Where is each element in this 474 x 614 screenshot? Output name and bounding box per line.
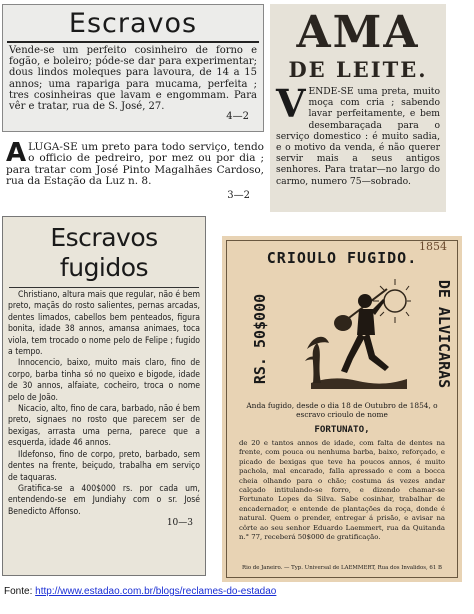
reward-label: DE ALVICARAS	[435, 279, 453, 389]
ad-escravos-fugidos	[2, 216, 206, 576]
ad-crioulo-subtitle: Anda fugido, desde o dia 18 de Outubro de 1854, o escravo crioulo de nome	[246, 401, 438, 420]
ad-aluga-dropcap: A	[6, 140, 27, 168]
divider	[7, 41, 259, 43]
source-link[interactable]: http://www.estadao.com.br/blogs/reclames-do-estadao	[35, 586, 277, 597]
ad-aluga-text: LUGA-SE um preto para todo serviço, tendo o officio de pedreiro, por mez ou por dia ; para tratar com José Pinto Magalhães Cardoso, rua da Estação da Luz n. 8.	[6, 141, 264, 188]
ad-ama-de-leite	[270, 4, 446, 212]
fugitive-illustration	[303, 271, 413, 393]
ad-escravos-text: Vende-se um perfeito cosinheiro de forno e fogão, e boleiro; póde-se dar para experimentar; dous lindos moleques para lavoura, de 14 a 15 annos; uma rapariga para mucama, perfeita ; tres cosinheiras que lavam e engommam. Para vêr e tratar, rua de S. José, 27.	[9, 45, 257, 113]
ad-crioulo-fugido	[222, 236, 462, 582]
ad-fugidos-title: Escravos fugidos	[50, 223, 158, 282]
ad-ama-title: AMA	[296, 7, 420, 58]
ad-aluga-ref: 3—2	[227, 189, 250, 201]
ad-fugidos-paragraph: Innocencio, baixo, muito mais claro, fino de corpo, barba tinha só no queixo e bigode, idade de 30 annos, alfaiate, cocheiro, troca o nome pelo de João.	[8, 358, 200, 403]
poster-border	[226, 240, 458, 578]
ad-crioulo-name: FORTUNATO,	[314, 424, 370, 435]
reward-amount: RS. 50$000	[251, 293, 269, 385]
source-label: Fonte:	[4, 586, 33, 597]
ad-crioulo-title: CRIOULO FUGIDO.	[266, 249, 418, 267]
ad-fugidos-paragraph: Nicacio, alto, fino de cara, barbado, não é bem preto, signaes no rosto que parecem ser de bexigas, arrasta uma perna, parece que a esquerda, idade 46 annos.	[8, 404, 200, 449]
ad-escravos	[2, 4, 264, 132]
ad-escravos-ref: 4—2	[226, 111, 249, 123]
divider	[9, 287, 199, 288]
source-caption	[4, 586, 276, 597]
ad-ama-dropcap: V	[276, 81, 306, 126]
ad-crioulo-text: de 20 e tantos annos de idade, com falta de dentes na frente, com pouca ou nenhuma barba, baixo, reforçado, e picado de bexigas que teve ha poucos annos, é muito pachola, mal encarado, falla apressado e com a bocca cheia olhando para o chão; costuma ás vezes andar calçado intitulando-se forro, e dizendo chamar-se Fortunato Lopes da Silva. Sabe cosinhar, trabalhar de encadernador, e entende de plantações da roça, donde é natural. Quem o prender, entregar á prisão, e avisar na côrte ao seu senhor Eduardo Laemmert, rua da Quitanda n.° 77, receberá 50$000 de gratificação.	[239, 439, 445, 542]
ad-aluga	[2, 140, 268, 206]
ad-crioulo-printer: Rio de Janeiro. — Typ. Universal de LAEMMERT, Rua dos Invalidos, 61 B	[242, 565, 442, 571]
ad-ama-text: ENDE-SE uma preta, muito moça com cria ; sabendo lavar perfeitamente, e bem desembaraçada para o serviço domestico : é muito sadia, e o motivo da venda, é não querer servir mais a seus antigos senhores. Para tratar—no largo do carmo, numero 75—sobrado.	[276, 86, 440, 187]
ad-fugidos-ref: 10—3	[166, 518, 193, 529]
ad-fugidos-paragraph: Ildefonso, fino de corpo, preto, barbado, sem dentes na frente, beiçudo, trabalha em serviço de taquaras.	[8, 449, 200, 483]
ad-fugidos-paragraph: Christiano, altura mais que regular, não é bem preto, maçãs do rosto salientes, pernas arcadas, dentes limados, cabellos bem penteados, figura bonita, idade 38 annos, amansa animaes, toca viola, tem trocado o nome pelo de Felipe ; fugido a tempo.	[8, 290, 200, 358]
ad-ama-subtitle: DE LEITE.	[288, 57, 428, 82]
ad-fugidos-paragraph: Gratifica-se a 400$000 rs. por cada um, entendendo-se em Jundiahy com o sr. José Benedicto Affonso.	[8, 483, 200, 517]
ad-escravos-title: Escravos	[68, 8, 198, 39]
ad-crioulo-stamp: 1854	[419, 240, 447, 253]
